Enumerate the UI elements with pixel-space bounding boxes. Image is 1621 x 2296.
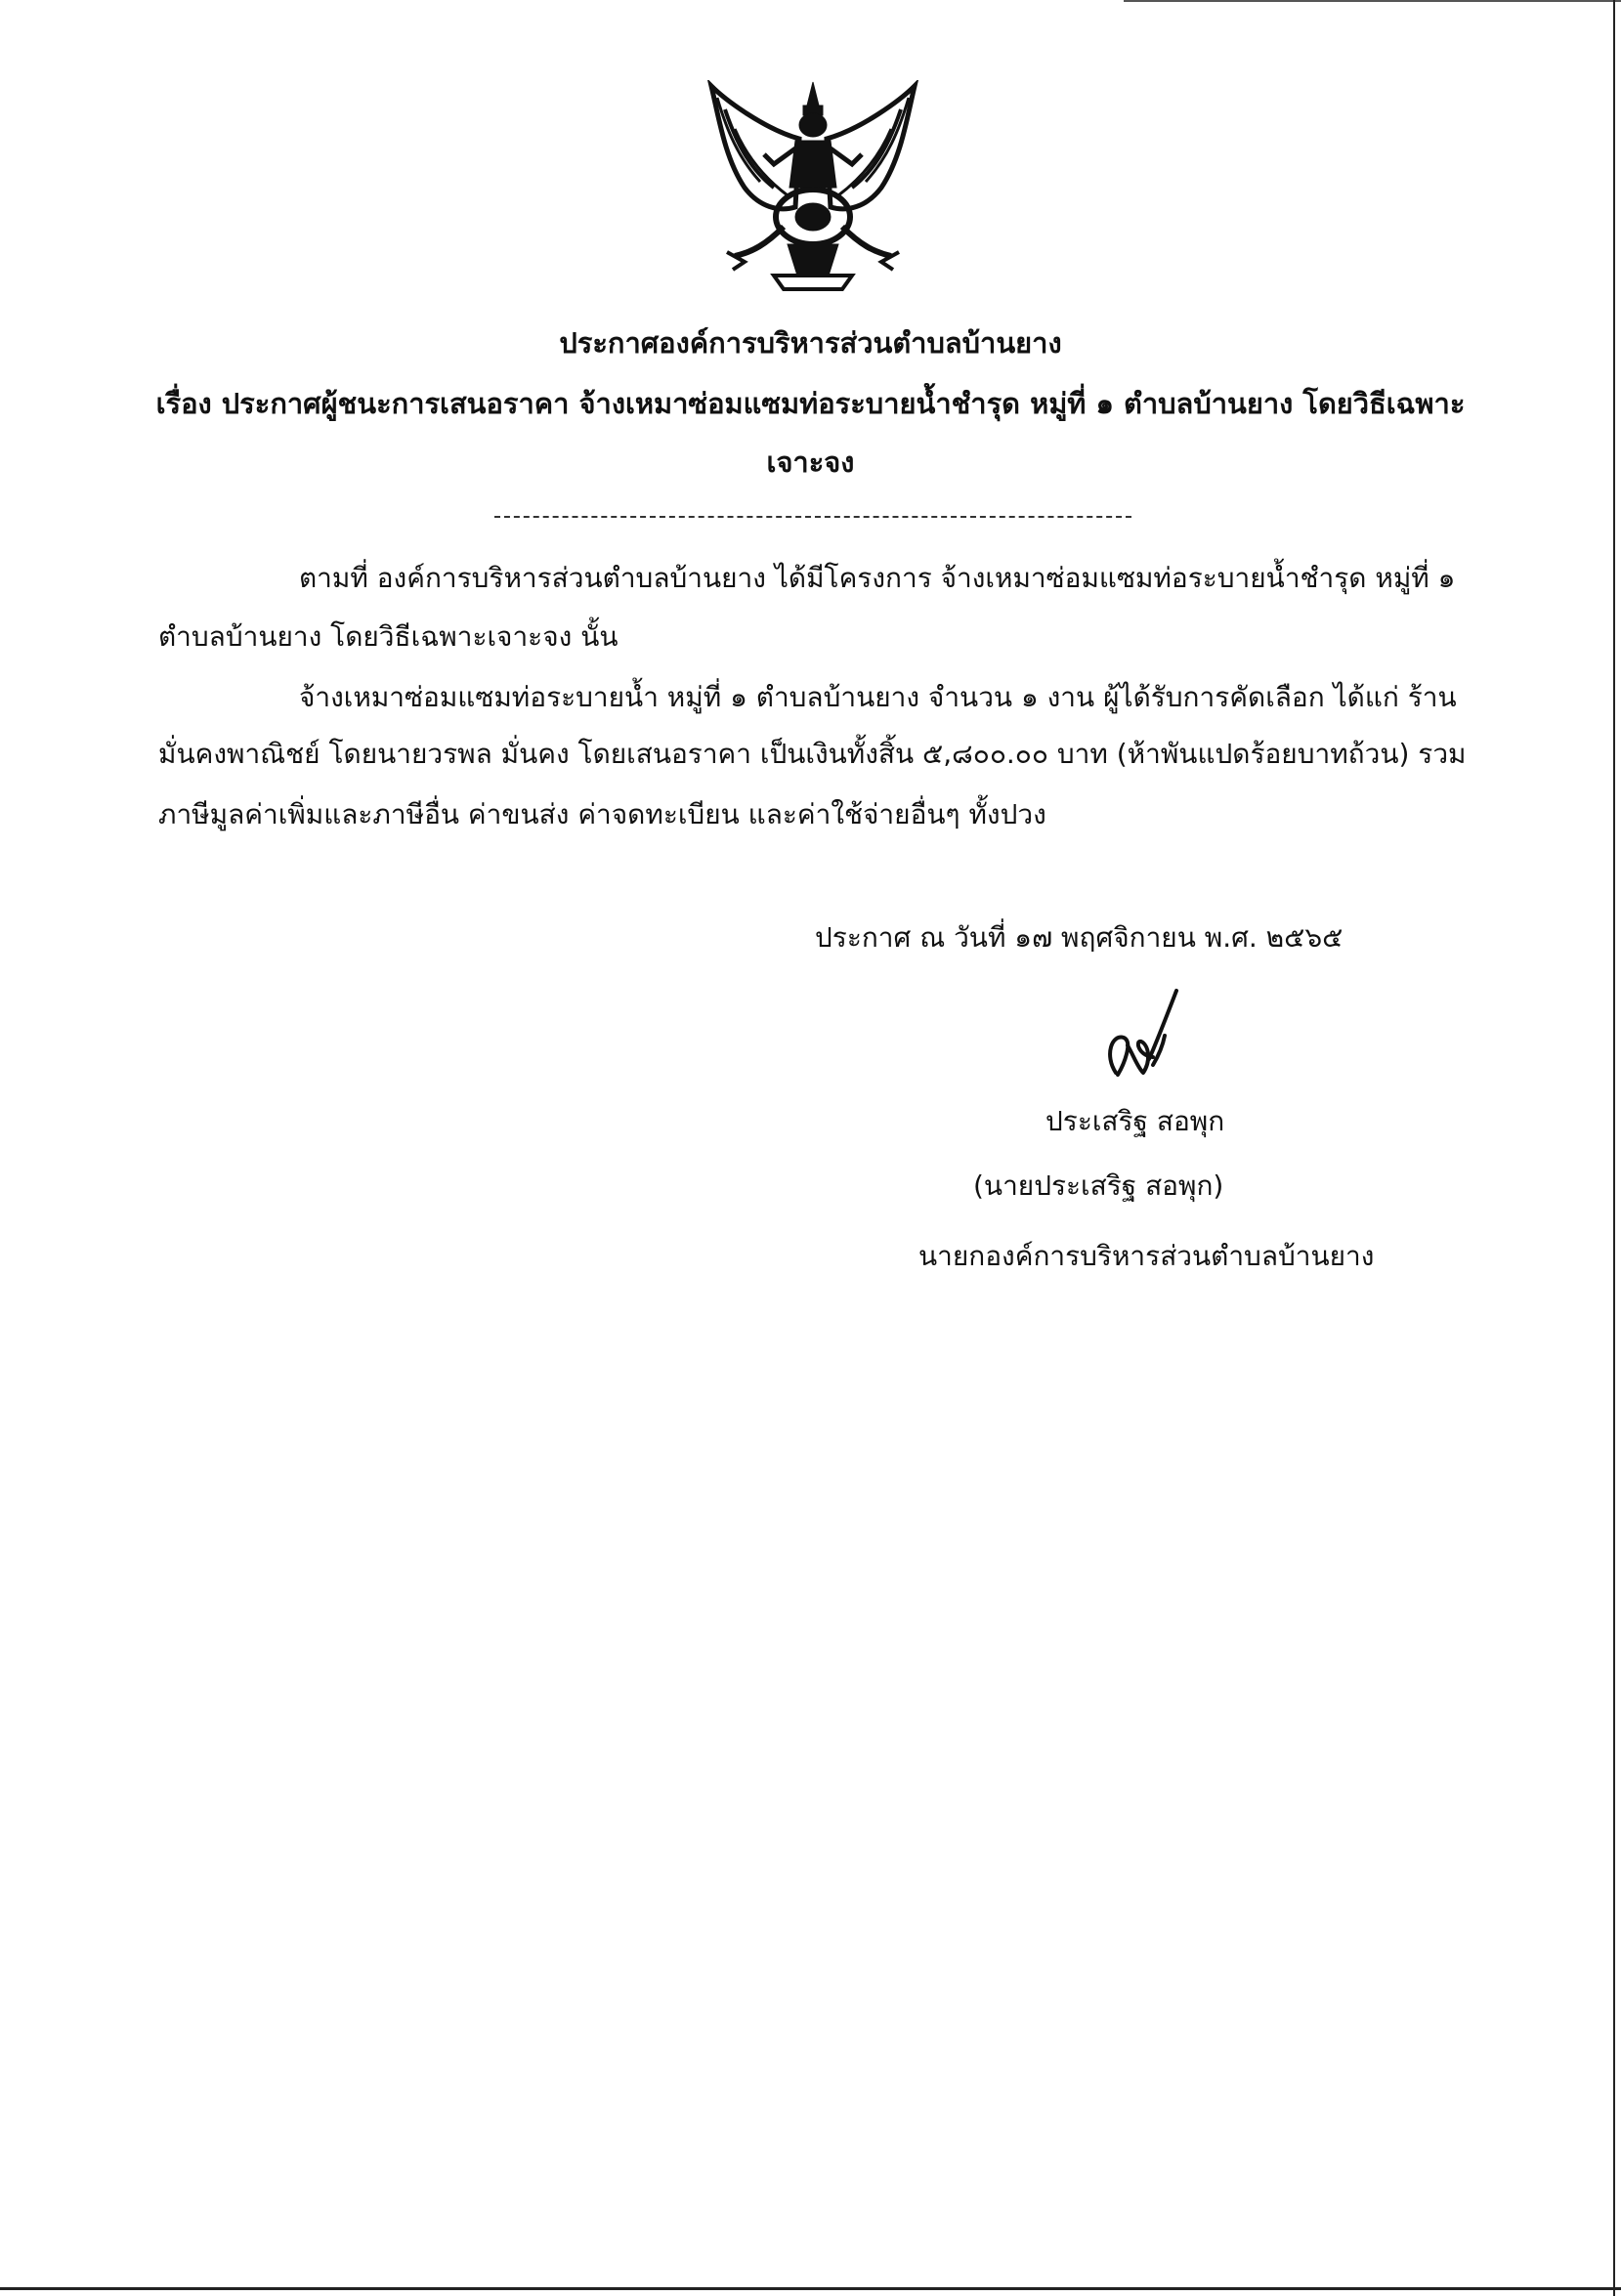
announcement-date: ประกาศ ณ วันที่ ๑๗ พฤศจิกายน พ.ศ. ๒๕๖๕: [815, 921, 1344, 954]
document-title: ประกาศองค์การบริหารส่วนตำบลบ้านยาง: [559, 326, 1062, 360]
body-line: ภาษีมูลค่าเพิ่มและภาษีอื่น ค่าขนส่ง ค่าจดทะเบียน และค่าใช้จ่ายอื่นๆ ทั้งปวง: [158, 798, 1046, 830]
signatory-name: ประเสริฐ สอพุก: [1045, 1105, 1225, 1137]
document-subject: เรื่อง ประกาศผู้ชนะการเสนอราคา จ้างเหมาซ่อมแซมท่อระบายน้ำชำรุด หมู่ที่ ๑ ตำบลบ้านยาง โดยวิธีเฉพาะ: [155, 387, 1466, 420]
signatory-position: นายกองค์การบริหารส่วนตำบลบ้านยาง: [918, 1240, 1375, 1272]
scan-edge-top: [1124, 0, 1621, 2]
body-line: ตามที่ องค์การบริหารส่วนตำบลบ้านยาง ได้มีโครงการ จ้างเหมาซ่อมแซมท่อระบายน้ำชำรุด หมู่ที่ ๑: [299, 562, 1456, 594]
signatory-full-name: (นายประเสริฐ สอพุก): [973, 1169, 1224, 1202]
body-line: มั่นคงพาณิชย์ โดยนายวรพล มั่นคง โดยเสนอราคา เป็นเงินทั้งสิ้น ๕,๘๐๐.๐๐ บาท (ห้าพันแปดร้อยบาทถ้วน) รวม: [158, 738, 1467, 770]
document-subject-continued: เจาะจง: [766, 446, 855, 479]
scan-edge-bottom: [0, 2287, 1621, 2290]
handwritten-signature-icon: [1094, 987, 1182, 1084]
dashed-divider: [494, 516, 1131, 518]
body-line: ตำบลบ้านยาง โดยวิธีเฉพาะเจาะจง นั้น: [158, 620, 619, 653]
body-line: จ้างเหมาซ่อมแซมท่อระบายน้ำ หมู่ที่ ๑ ตำบลบ้านยาง จำนวน ๑ งาน ผู้ได้รับการคัดเลือก ได้แก่ ร้าน: [299, 681, 1457, 713]
garuda-emblem-icon: [705, 80, 920, 297]
